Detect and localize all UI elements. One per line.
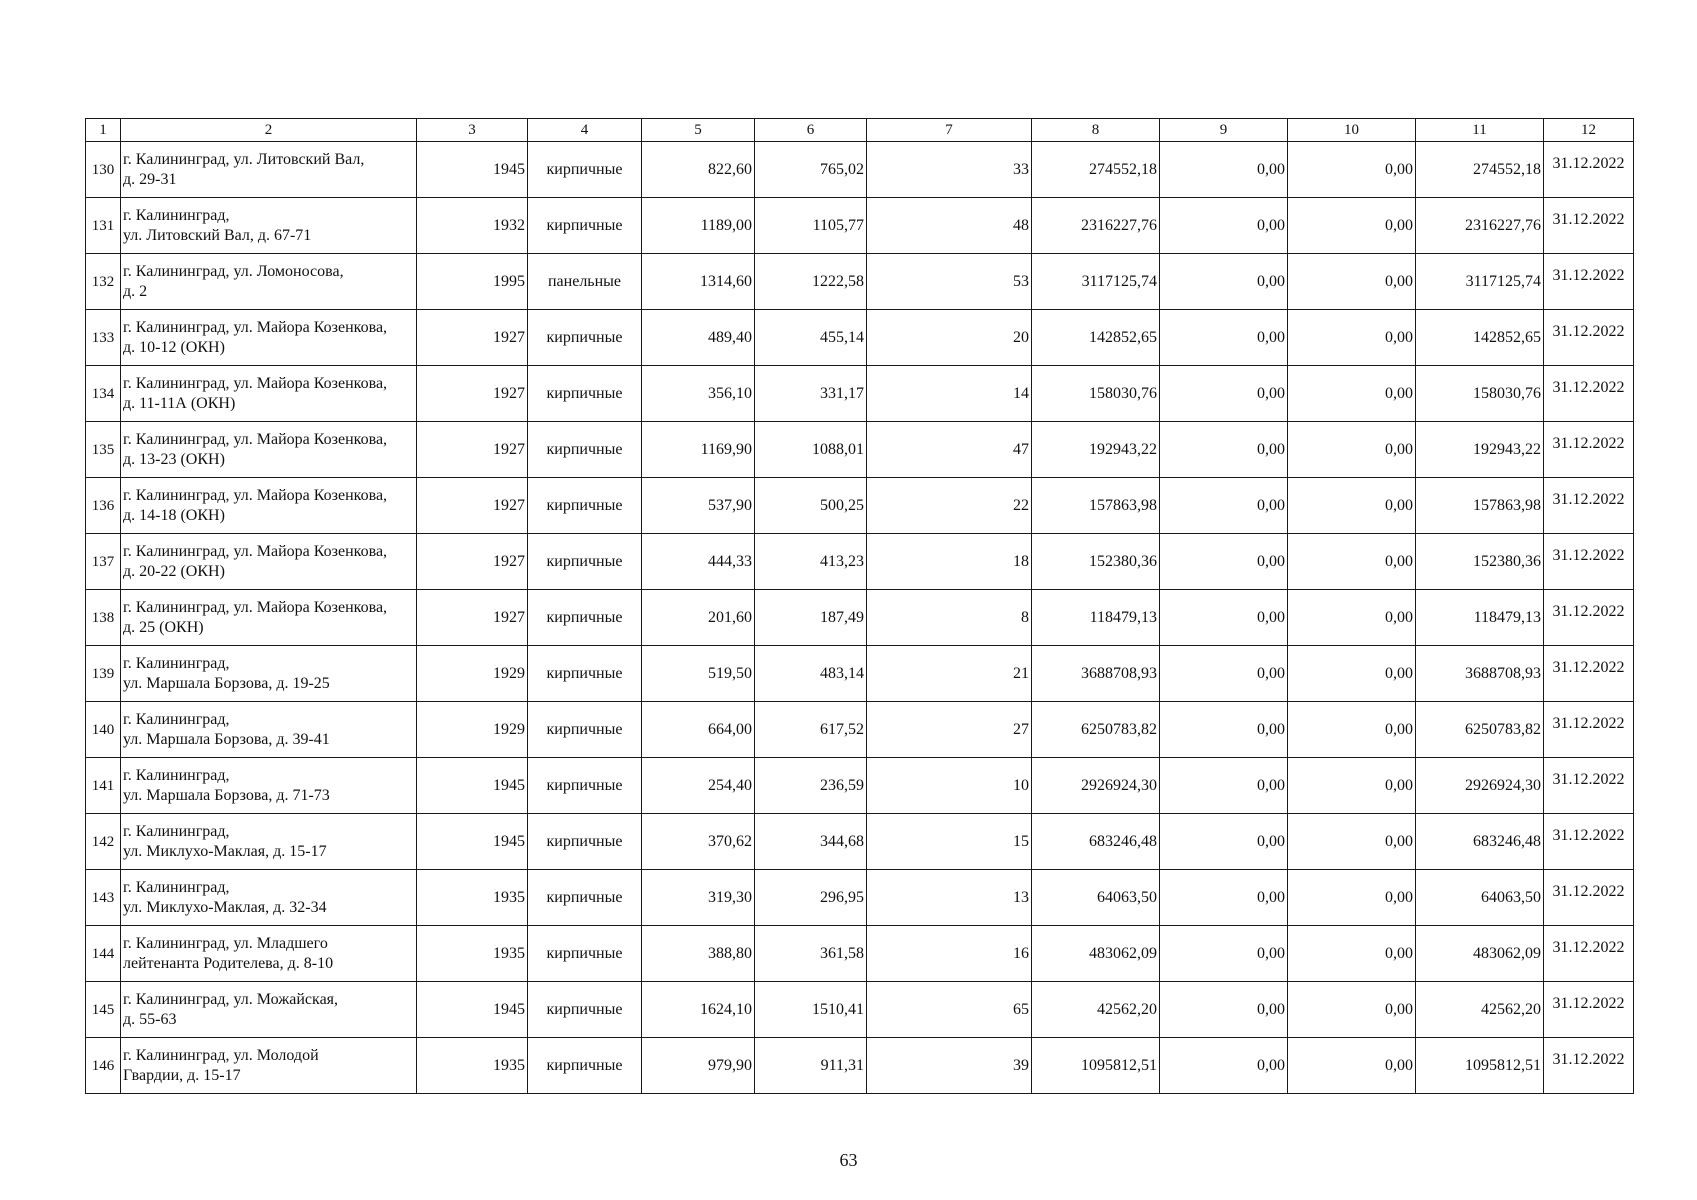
- col10-cell: 0,00: [1288, 870, 1416, 926]
- col10-cell: 0,00: [1288, 646, 1416, 702]
- year-cell: 1945: [417, 814, 528, 870]
- col10-cell: 0,00: [1288, 534, 1416, 590]
- col11-cell: 192943,22: [1416, 422, 1544, 478]
- col7-cell: 21: [867, 646, 1032, 702]
- row-number: 143: [86, 870, 121, 926]
- col9-cell: 0,00: [1160, 982, 1288, 1038]
- col9-cell: 0,00: [1160, 142, 1288, 198]
- address-line-1: г. Калининград,: [123, 823, 230, 841]
- year-cell: 1927: [417, 366, 528, 422]
- housing-table: [85, 118, 1634, 1094]
- year-cell: 1932: [417, 198, 528, 254]
- date-cell: 31.12.2022: [1544, 198, 1634, 254]
- row-number: 133: [86, 310, 121, 366]
- address-line-1: г. Калининград, ул. Литовский Вал,: [123, 151, 365, 169]
- address-line-1: г. Калининград,: [123, 767, 230, 785]
- row-number: 138: [86, 590, 121, 646]
- col8-cell: 6250783,82: [1032, 702, 1160, 758]
- row-number: 146: [86, 1038, 121, 1094]
- col7-cell: 18: [867, 534, 1032, 590]
- year-cell: 1927: [417, 310, 528, 366]
- year-cell: 1935: [417, 926, 528, 982]
- col6-cell: 1510,41: [755, 982, 867, 1038]
- address-line-2: д. 20-22 (ОКН): [123, 562, 225, 580]
- date-cell: 31.12.2022: [1544, 1038, 1634, 1094]
- table-header: [86, 119, 1634, 142]
- col6-cell: 1222,58: [755, 254, 867, 310]
- col5-cell: 822,60: [642, 142, 755, 198]
- col8-cell: 118479,13: [1032, 590, 1160, 646]
- col10-cell: 0,00: [1288, 814, 1416, 870]
- date-cell: 31.12.2022: [1544, 422, 1634, 478]
- material-cell: кирпичные: [528, 982, 642, 1038]
- address-cell: [121, 1038, 417, 1094]
- col8-cell: 142852,65: [1032, 310, 1160, 366]
- col11-cell: 152380,36: [1416, 534, 1544, 590]
- row-number: 131: [86, 198, 121, 254]
- col11-cell: 157863,98: [1416, 478, 1544, 534]
- table-row: [86, 758, 1634, 814]
- col9-cell: 0,00: [1160, 1038, 1288, 1094]
- material-cell: кирпичные: [528, 926, 642, 982]
- col6-cell: 911,31: [755, 1038, 867, 1094]
- col7-cell: 13: [867, 870, 1032, 926]
- col10-cell: 0,00: [1288, 422, 1416, 478]
- col11-cell: 2926924,30: [1416, 758, 1544, 814]
- address-cell: [121, 590, 417, 646]
- page-number: 63: [839, 1150, 858, 1170]
- address-line-2: лейтенанта Родителева, д. 8-10: [123, 954, 334, 972]
- address-line-1: г. Калининград, ул. Майора Козенкова,: [123, 431, 388, 449]
- material-cell: кирпичные: [528, 870, 642, 926]
- col5-cell: 254,40: [642, 758, 755, 814]
- column-header-8: 8: [1032, 119, 1160, 142]
- col8-cell: 3117125,74: [1032, 254, 1160, 310]
- address-line-2: д. 11-11А (ОКН): [123, 394, 236, 412]
- col6-cell: 413,23: [755, 534, 867, 590]
- row-number: 145: [86, 982, 121, 1038]
- col9-cell: 0,00: [1160, 870, 1288, 926]
- col5-cell: 201,60: [642, 590, 755, 646]
- col7-cell: 16: [867, 926, 1032, 982]
- material-cell: кирпичные: [528, 142, 642, 198]
- address-cell: [121, 870, 417, 926]
- col11-cell: 142852,65: [1416, 310, 1544, 366]
- col5-cell: 1169,90: [642, 422, 755, 478]
- table-row: [86, 870, 1634, 926]
- material-cell: кирпичные: [528, 758, 642, 814]
- col10-cell: 0,00: [1288, 366, 1416, 422]
- col9-cell: 0,00: [1160, 534, 1288, 590]
- date-cell: 31.12.2022: [1544, 310, 1634, 366]
- table-body: [86, 142, 1634, 1094]
- table-row: [86, 198, 1634, 254]
- date-cell: 31.12.2022: [1544, 478, 1634, 534]
- column-header-9: 9: [1160, 119, 1288, 142]
- address-line-2: д. 55-63: [123, 1010, 177, 1028]
- col7-cell: 8: [867, 590, 1032, 646]
- col6-cell: 1105,77: [755, 198, 867, 254]
- table-row: [86, 926, 1634, 982]
- row-number: 136: [86, 478, 121, 534]
- col5-cell: 537,90: [642, 478, 755, 534]
- col9-cell: 0,00: [1160, 478, 1288, 534]
- material-cell: кирпичные: [528, 422, 642, 478]
- row-number: 132: [86, 254, 121, 310]
- table-row: [86, 646, 1634, 702]
- col9-cell: 0,00: [1160, 198, 1288, 254]
- col5-cell: 519,50: [642, 646, 755, 702]
- address-cell: [121, 926, 417, 982]
- table-row: [86, 478, 1634, 534]
- col7-cell: 27: [867, 702, 1032, 758]
- col5-cell: 489,40: [642, 310, 755, 366]
- address-line-2: ул. Маршала Борзова, д. 71-73: [123, 786, 330, 804]
- year-cell: 1945: [417, 758, 528, 814]
- material-cell: кирпичные: [528, 366, 642, 422]
- col9-cell: 0,00: [1160, 366, 1288, 422]
- col11-cell: 483062,09: [1416, 926, 1544, 982]
- col6-cell: 296,95: [755, 870, 867, 926]
- col11-cell: 6250783,82: [1416, 702, 1544, 758]
- col10-cell: 0,00: [1288, 758, 1416, 814]
- col7-cell: 53: [867, 254, 1032, 310]
- col5-cell: 444,33: [642, 534, 755, 590]
- column-header-7: 7: [867, 119, 1032, 142]
- col9-cell: 0,00: [1160, 646, 1288, 702]
- col11-cell: 274552,18: [1416, 142, 1544, 198]
- address-line-1: г. Калининград, ул. Майора Козенкова,: [123, 319, 388, 337]
- col10-cell: 0,00: [1288, 254, 1416, 310]
- col8-cell: 2926924,30: [1032, 758, 1160, 814]
- col9-cell: 0,00: [1160, 926, 1288, 982]
- address-line-1: г. Калининград,: [123, 711, 230, 729]
- row-number: 130: [86, 142, 121, 198]
- table-row: [86, 534, 1634, 590]
- col9-cell: 0,00: [1160, 758, 1288, 814]
- col10-cell: 0,00: [1288, 310, 1416, 366]
- col8-cell: 192943,22: [1032, 422, 1160, 478]
- material-cell: кирпичные: [528, 478, 642, 534]
- address-line-1: г. Калининград,: [123, 879, 230, 897]
- address-line-2: д. 25 (ОКН): [123, 618, 204, 636]
- col6-cell: 1088,01: [755, 422, 867, 478]
- address-cell: [121, 142, 417, 198]
- address-line-1: г. Калининград,: [123, 655, 230, 673]
- date-cell: 31.12.2022: [1544, 758, 1634, 814]
- col5-cell: 319,30: [642, 870, 755, 926]
- col7-cell: 15: [867, 814, 1032, 870]
- address-line-2: ул. Миклухо-Маклая, д. 15-17: [123, 842, 327, 860]
- row-number: 144: [86, 926, 121, 982]
- col7-cell: 65: [867, 982, 1032, 1038]
- address-line-1: г. Калининград, ул. Майора Козенкова,: [123, 375, 388, 393]
- address-line-2: ул. Миклухо-Маклая, д. 32-34: [123, 898, 327, 916]
- address-line-2: ул. Маршала Борзова, д. 19-25: [123, 674, 330, 692]
- material-cell: кирпичные: [528, 702, 642, 758]
- material-cell: кирпичные: [528, 310, 642, 366]
- address-line-1: г. Калининград, ул. Майора Козенкова,: [123, 599, 388, 617]
- col8-cell: 157863,98: [1032, 478, 1160, 534]
- year-cell: 1929: [417, 646, 528, 702]
- address-line-2: Гвардии, д. 15-17: [123, 1066, 241, 1084]
- col5-cell: 1189,00: [642, 198, 755, 254]
- col11-cell: 2316227,76: [1416, 198, 1544, 254]
- col11-cell: 683246,48: [1416, 814, 1544, 870]
- date-cell: 31.12.2022: [1544, 702, 1634, 758]
- col8-cell: 274552,18: [1032, 142, 1160, 198]
- address-line-1: г. Калининград,: [123, 207, 230, 225]
- address-line-2: ул. Маршала Борзова, д. 39-41: [123, 730, 330, 748]
- table-row: [86, 1038, 1634, 1094]
- date-cell: 31.12.2022: [1544, 982, 1634, 1038]
- year-cell: 1927: [417, 534, 528, 590]
- col6-cell: 187,49: [755, 590, 867, 646]
- col6-cell: 455,14: [755, 310, 867, 366]
- date-cell: 31.12.2022: [1544, 814, 1634, 870]
- col8-cell: 2316227,76: [1032, 198, 1160, 254]
- column-header-10: 10: [1288, 119, 1416, 142]
- col8-cell: 1095812,51: [1032, 1038, 1160, 1094]
- date-cell: 31.12.2022: [1544, 366, 1634, 422]
- address-cell: [121, 814, 417, 870]
- col11-cell: 158030,76: [1416, 366, 1544, 422]
- col5-cell: 1314,60: [642, 254, 755, 310]
- address-line-2: ул. Литовский Вал, д. 67-71: [123, 226, 312, 244]
- col7-cell: 20: [867, 310, 1032, 366]
- col10-cell: 0,00: [1288, 702, 1416, 758]
- col11-cell: 118479,13: [1416, 590, 1544, 646]
- address-cell: [121, 534, 417, 590]
- row-number: 137: [86, 534, 121, 590]
- col9-cell: 0,00: [1160, 814, 1288, 870]
- address-cell: [121, 198, 417, 254]
- date-cell: 31.12.2022: [1544, 142, 1634, 198]
- material-cell: кирпичные: [528, 534, 642, 590]
- address-line-2: д. 13-23 (ОКН): [123, 450, 225, 468]
- column-header-11: 11: [1416, 119, 1544, 142]
- material-cell: кирпичные: [528, 646, 642, 702]
- column-header-1: 1: [86, 119, 121, 142]
- address-line-1: г. Калининград, ул. Младшего: [123, 935, 328, 953]
- col10-cell: 0,00: [1288, 590, 1416, 646]
- material-cell: кирпичные: [528, 590, 642, 646]
- column-header-3: 3: [417, 119, 528, 142]
- table-row: [86, 310, 1634, 366]
- col7-cell: 22: [867, 478, 1032, 534]
- year-cell: 1995: [417, 254, 528, 310]
- row-number: 139: [86, 646, 121, 702]
- date-cell: 31.12.2022: [1544, 646, 1634, 702]
- material-cell: панельные: [528, 254, 642, 310]
- column-header-5: 5: [642, 119, 755, 142]
- year-cell: 1935: [417, 1038, 528, 1094]
- year-cell: 1935: [417, 870, 528, 926]
- row-number: 134: [86, 366, 121, 422]
- col5-cell: 356,10: [642, 366, 755, 422]
- date-cell: 31.12.2022: [1544, 926, 1634, 982]
- row-number: 135: [86, 422, 121, 478]
- address-cell: [121, 422, 417, 478]
- col8-cell: 683246,48: [1032, 814, 1160, 870]
- column-header-2: 2: [121, 119, 417, 142]
- col7-cell: 33: [867, 142, 1032, 198]
- address-line-2: д. 10-12 (ОКН): [123, 338, 225, 356]
- year-cell: 1927: [417, 590, 528, 646]
- address-line-2: д. 2: [123, 282, 148, 300]
- table-row: [86, 590, 1634, 646]
- row-number: 140: [86, 702, 121, 758]
- col10-cell: 0,00: [1288, 982, 1416, 1038]
- address-cell: [121, 254, 417, 310]
- year-cell: 1945: [417, 142, 528, 198]
- col7-cell: 10: [867, 758, 1032, 814]
- column-header-4: 4: [528, 119, 642, 142]
- col11-cell: 1095812,51: [1416, 1038, 1544, 1094]
- col10-cell: 0,00: [1288, 478, 1416, 534]
- col9-cell: 0,00: [1160, 310, 1288, 366]
- col7-cell: 39: [867, 1038, 1032, 1094]
- col11-cell: 3688708,93: [1416, 646, 1544, 702]
- col6-cell: 483,14: [755, 646, 867, 702]
- col9-cell: 0,00: [1160, 254, 1288, 310]
- row-number: 141: [86, 758, 121, 814]
- address-line-1: г. Калининград, ул. Майора Козенкова,: [123, 487, 388, 505]
- column-header-12: 12: [1544, 119, 1634, 142]
- col11-cell: 3117125,74: [1416, 254, 1544, 310]
- col5-cell: 1624,10: [642, 982, 755, 1038]
- col6-cell: 361,58: [755, 926, 867, 982]
- address-line-2: д. 14-18 (ОКН): [123, 506, 225, 524]
- year-cell: 1927: [417, 422, 528, 478]
- col8-cell: 483062,09: [1032, 926, 1160, 982]
- table-row: [86, 982, 1634, 1038]
- col6-cell: 236,59: [755, 758, 867, 814]
- date-cell: 31.12.2022: [1544, 870, 1634, 926]
- col5-cell: 979,90: [642, 1038, 755, 1094]
- col11-cell: 42562,20: [1416, 982, 1544, 1038]
- address-line-2: д. 29-31: [123, 170, 177, 188]
- table-row: [86, 254, 1634, 310]
- address-cell: [121, 702, 417, 758]
- date-cell: 31.12.2022: [1544, 590, 1634, 646]
- address-cell: [121, 646, 417, 702]
- col8-cell: 152380,36: [1032, 534, 1160, 590]
- year-cell: 1945: [417, 982, 528, 1038]
- year-cell: 1929: [417, 702, 528, 758]
- address-line-1: г. Калининград, ул. Молодой: [123, 1047, 319, 1065]
- col6-cell: 344,68: [755, 814, 867, 870]
- col7-cell: 47: [867, 422, 1032, 478]
- row-number: 142: [86, 814, 121, 870]
- address-cell: [121, 366, 417, 422]
- col10-cell: 0,00: [1288, 142, 1416, 198]
- col5-cell: 388,80: [642, 926, 755, 982]
- address-cell: [121, 310, 417, 366]
- material-cell: кирпичные: [528, 198, 642, 254]
- address-line-1: г. Калининград, ул. Майора Козенкова,: [123, 543, 388, 561]
- col7-cell: 14: [867, 366, 1032, 422]
- col10-cell: 0,00: [1288, 926, 1416, 982]
- address-line-1: г. Калининград, ул. Можайская,: [123, 991, 339, 1009]
- col10-cell: 0,00: [1288, 1038, 1416, 1094]
- col8-cell: 42562,20: [1032, 982, 1160, 1038]
- address-line-1: г. Калининград, ул. Ломоносова,: [123, 263, 344, 281]
- col8-cell: 64063,50: [1032, 870, 1160, 926]
- table-row: [86, 422, 1634, 478]
- table-row: [86, 366, 1634, 422]
- table-row: [86, 702, 1634, 758]
- address-cell: [121, 758, 417, 814]
- address-cell: [121, 478, 417, 534]
- col9-cell: 0,00: [1160, 590, 1288, 646]
- col7-cell: 48: [867, 198, 1032, 254]
- col6-cell: 500,25: [755, 478, 867, 534]
- col6-cell: 617,52: [755, 702, 867, 758]
- col10-cell: 0,00: [1288, 198, 1416, 254]
- col6-cell: 765,02: [755, 142, 867, 198]
- col5-cell: 664,00: [642, 702, 755, 758]
- col8-cell: 158030,76: [1032, 366, 1160, 422]
- date-cell: 31.12.2022: [1544, 254, 1634, 310]
- year-cell: 1927: [417, 478, 528, 534]
- col9-cell: 0,00: [1160, 702, 1288, 758]
- col11-cell: 64063,50: [1416, 870, 1544, 926]
- table-row: [86, 142, 1634, 198]
- col8-cell: 3688708,93: [1032, 646, 1160, 702]
- table-row: [86, 814, 1634, 870]
- material-cell: кирпичные: [528, 814, 642, 870]
- date-cell: 31.12.2022: [1544, 534, 1634, 590]
- address-cell: [121, 982, 417, 1038]
- col9-cell: 0,00: [1160, 422, 1288, 478]
- column-header-6: 6: [755, 119, 867, 142]
- header-row: [86, 119, 1634, 142]
- col6-cell: 331,17: [755, 366, 867, 422]
- col5-cell: 370,62: [642, 814, 755, 870]
- material-cell: кирпичные: [528, 1038, 642, 1094]
